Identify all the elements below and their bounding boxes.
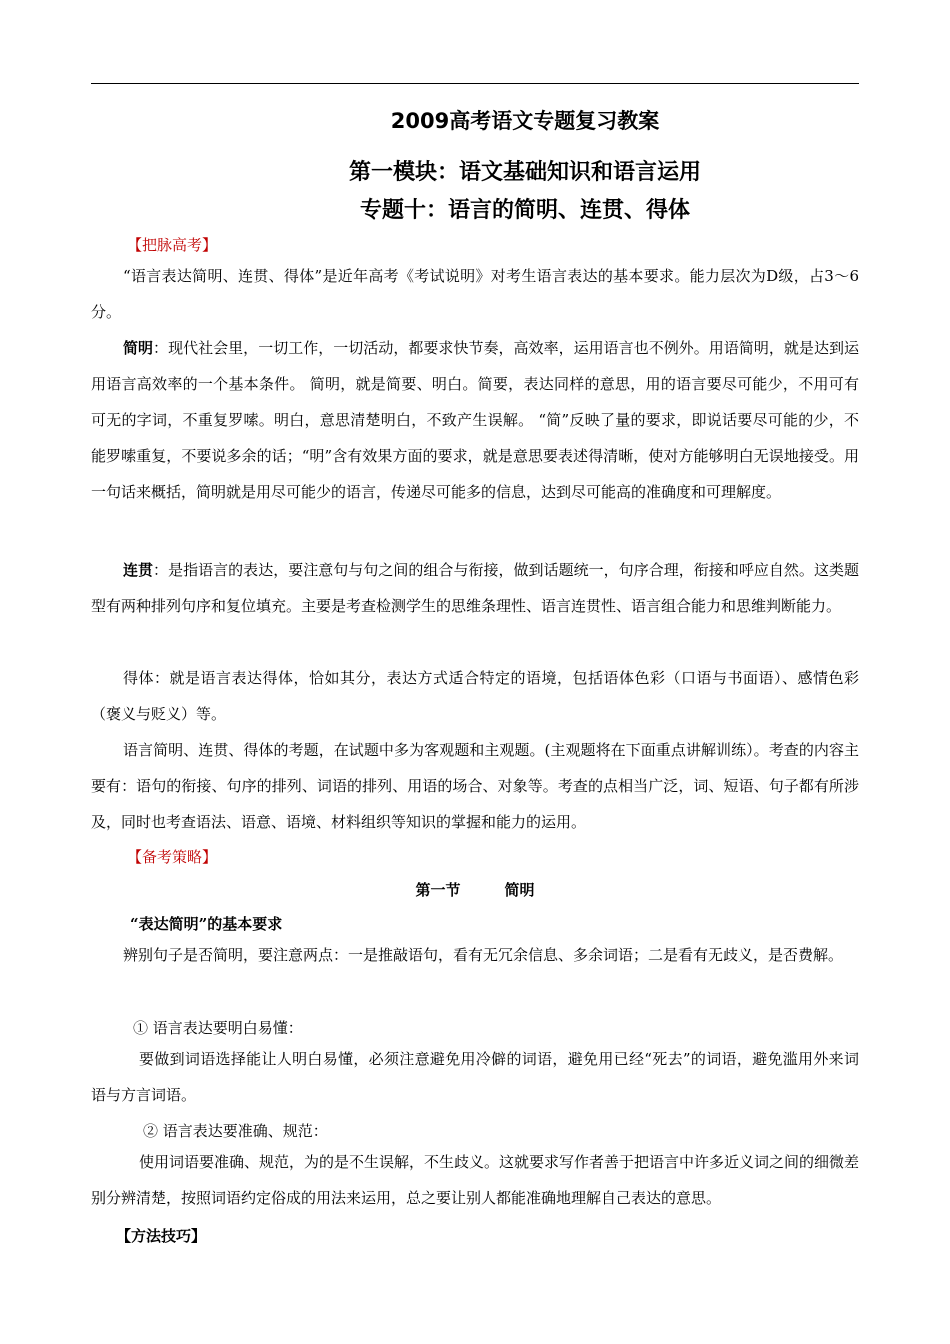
concise-label: 简明: [123, 339, 154, 357]
section-name: 简明: [504, 881, 535, 899]
point1-paragraph: 要做到词语选择能让人明白易懂，必须注意避免用冷僻的词语，避免用已经“死去”的词语，避免滥用外来词语与方言词语。: [91, 1050, 859, 1104]
concise-text: ：现代社会里，一切工作，一切活动，都要求快节奏，高效率，运用语言也不例外。用语简明，就是达到运用语言高效率的一个基本条件。 简明，就是简要、明白。简要，表达同样的意思，用的语言要尽可能少，不用可有可无的字词，不重复罗嗦。明白，意思清楚明白，不致产生误解。 “简”反映了量的要求，即说话要尽可能的少，不能罗嗦重复，不要说多余的话；“明”含有效果方面的要求，就是意思要表述得清晰，使对方能够明白无误地接受。用一句话来概括，简明就是用尽可能少的语言，传递尽可能多的信息，达到尽可能高的准确度和可理解度。: [91, 339, 859, 501]
topic-title: 专题十：语言的简明、连贯、得体: [359, 198, 690, 223]
method-tag: 【方法技巧】: [116, 1227, 207, 1245]
header-rule: [91, 83, 859, 84]
document-title: 2009高考语文专题复习教案: [390, 109, 660, 133]
point2-paragraph: 使用词语要准确、规范，为的是不生误解，不生歧义。这就要求写作者善于把语言中许多近义词之间的细微差别分辨清楚，按照词语约定俗成的用法来运用，总之要让别人都能准确地理解自己表达的意思。: [91, 1153, 860, 1207]
appropriate-paragraph: 得体：就是语言表达得体，恰如其分，表达方式适合特定的语境，包括语体色彩（口语与书面语）、感情色彩（褒义与贬义）等。: [91, 669, 859, 723]
identify-paragraph: 辨别句子是否简明，要注意两点：一是推敲语句，看有无冗余信息、多余词语；二是看有无歧义，是否费解。: [123, 946, 844, 964]
point1-title: ① 语言表达要明白易懂：: [133, 1019, 303, 1037]
intro-paragraph: “语言表达简明、连贯、得体”是近年高考《考试说明》对考生语言表达的基本要求。能力层次为D级，占3～6分。: [91, 267, 859, 321]
module-title: 第一模块：语文基础知识和语言运用: [348, 160, 701, 185]
coherent-label: 连贯: [123, 561, 154, 579]
basic-requirement-title: “表达简明”的基本要求: [130, 915, 283, 933]
coherent-text: ：是指语言的表达，要注意句与句之间的组合与衔接，做到话题统一，句序合理，衔接和呼应自然。这类题型有两种排列句序和复位填充。主要是考查检测学生的思维条理性、语言连贯性、语言组合能力和思维判断能力。: [91, 561, 859, 615]
section-number: 第一节: [415, 881, 461, 899]
strategy-tag: 【备考策略】: [127, 848, 218, 866]
point2-title: ② 语言表达要准确、规范：: [143, 1122, 328, 1140]
exam-paragraph: 语言简明、连贯、得体的考题，在试题中多为客观题和主观题。(主观题将在下面重点讲解训练）。考查的内容主要有：语句的衔接、句序的排列、词语的排列、用语的场合、对象等。考查的点相当广泛，词、短语、句子都有所涉及，同时也考查语法、语意、语境、材料组织等知识的掌握和能力的运用。: [91, 741, 859, 831]
section-heading: [0, 879, 950, 900]
pulse-tag: 【把脉高考】: [127, 236, 218, 254]
concise-paragraph: [91, 330, 859, 510]
coherent-paragraph: [91, 552, 859, 624]
